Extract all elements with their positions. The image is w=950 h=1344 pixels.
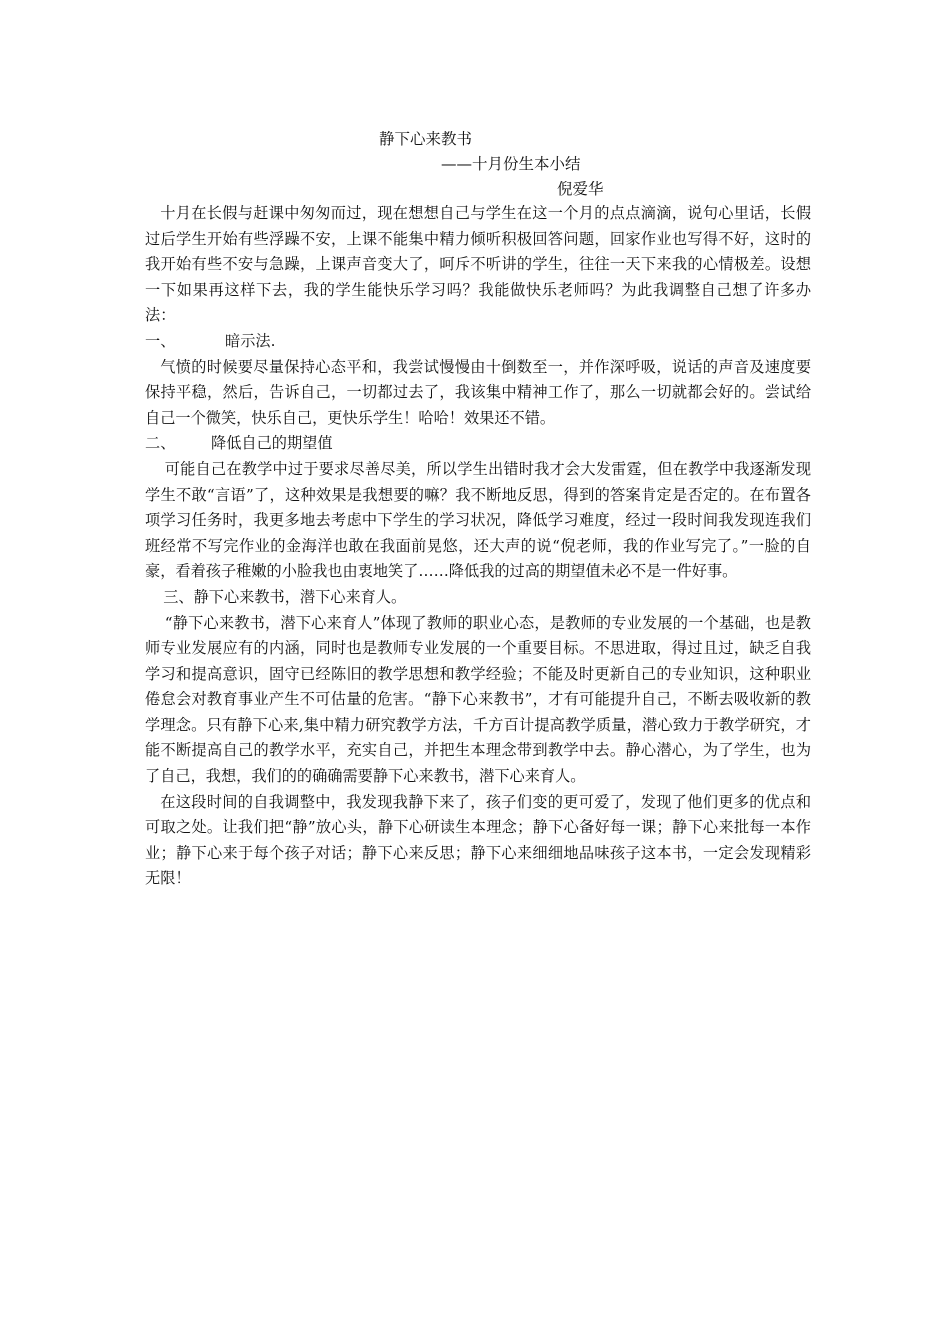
section-1-paragraph: 气愤的时候要尽量保持心态平和，我尝试慢慢由十倒数至一，并作深呼吸，说话的声音及速度要保持平稳，然后，告诉自己，一切都过去了，我该集中精神工作了，那么一切就都会好的。尝试给自己一个微笑，快乐自己，更快乐学生！哈哈！效果还不错。	[145, 357, 811, 427]
section-1-title: 暗示法.	[225, 331, 276, 350]
intro-paragraph: 十月在长假与赶课中匆匆而过，现在想想自己与学生在这一个月的点点滴滴，说句心里话，长假过后学生开始有些浮躁不安，上课不能集中精力倾听积极回答问题，回家作业也写得不好，这时的我开始有些不安与急躁，上课声音变大了，呵斥不听讲的学生，往往一天下来我的心情极差。设想一下如果再这样下去，我的学生能快乐学习吗？我能做快乐老师吗？为此我调整自己想了许多办法：	[145, 204, 811, 325]
section-2-paragraph: 可能自己在教学中过于要求尽善尽美，所以学生出错时我才会大发雷霆，但在教学中我逐渐发现学生不敢“言语”了，这种效果是我想要的嘛？我不断地反思，得到的答案肯定是否定的。在布置各项学习任务时，我更多地去考虑中下学生的学习状况，降低学习难度，经过一段时间我发现连我们班经常不写完作业的金海洋也敢在我面前晃悠，还大声的说“倪老师，我的作业写完了。”一脸的自豪，看着孩子稚嫩的小脸我也由衷地笑了……降低我的过高的期望值未必不是一件好事。	[145, 459, 811, 581]
document-body	[145, 201, 811, 892]
section-1-number: 一、	[145, 331, 176, 350]
section-2-number: 二、	[145, 434, 176, 453]
document-subtitle: ——十月份生本小结	[441, 155, 581, 173]
document-title: 静下心来教书	[379, 130, 473, 148]
section-2-heading	[145, 431, 811, 457]
section-3-paragraph: “静下心来教书，潜下心来育人”体现了教师的职业心态，是教师的专业发展的一个基础，也是教师专业发展应有的内涵，同时也是教师专业发展的一个重要目标。不思进取，得过且过，缺乏自我学习和提高意识，固守已经陈旧的教学思想和教学经验；不能及时更新自己的专业知识，这种职业倦怠会对教育事业产生不可估量的危害。“静下心来教书”，才有可能提升自己，不断去吸收新的教学理念。只有静下心来,集中精力研究教学方法，千方百计提高教学质量，潜心致力于教学研究，才能不断提高自己的教学水平，充实自己，并把生本理念带到教学中去。静心潜心，为了学生，也为了自己，我想，我们的的确确需要静下心来教书，潜下心来育人。	[145, 613, 811, 786]
conclusion-paragraph: 在这段时间的自我调整中，我发现我静下来了，孩子们变的更可爱了，发现了他们更多的优点和可取之处。让我们把“静”放心头，静下心研读生本理念；静下心备好每一课；静下心来批每一本作业；静下心来于每个孩子对话；静下心来反思；静下心来细细地品味孩子这本书，一定会发现精彩无限！	[145, 792, 811, 888]
document-author: 倪爱华	[557, 180, 604, 198]
section-2-title: 降低自己的期望值	[211, 434, 333, 453]
section-3-heading: 三、静下心来教书，潜下心来育人。	[163, 587, 407, 606]
section-1-heading	[145, 329, 811, 355]
